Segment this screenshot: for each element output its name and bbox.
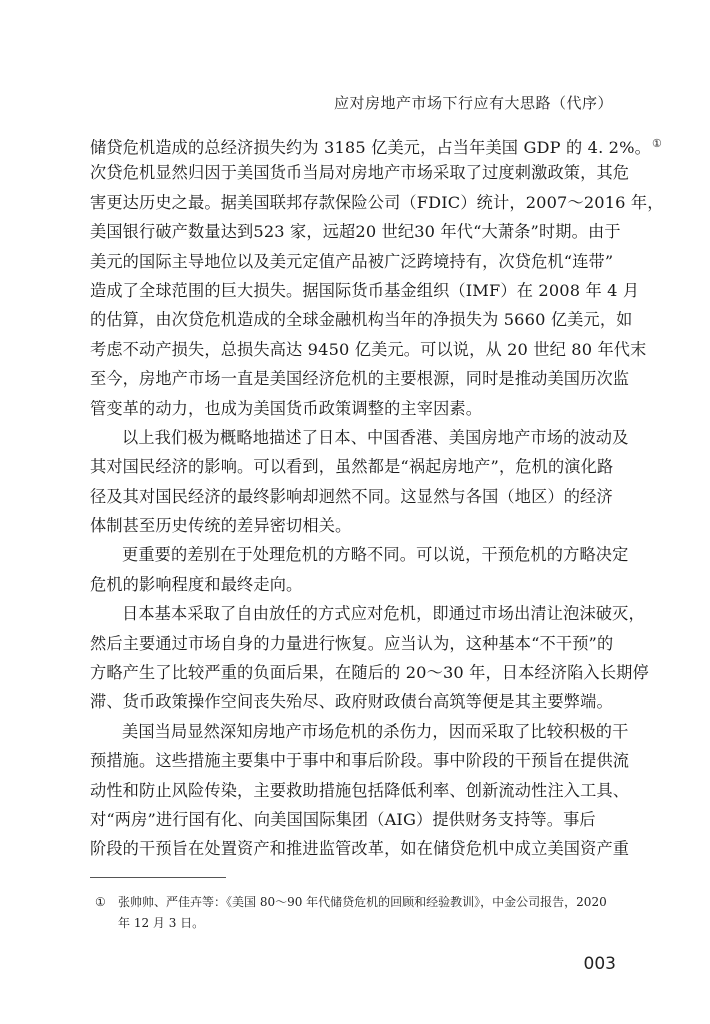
text-line: 至今，房地产市场一直是美国经济危机的主要根源，同时是推动美国历次监: [90, 369, 630, 389]
text-line: 危机的影响程度和最终走向。: [90, 574, 303, 594]
paragraph-first-line: 以上我们极为概略地描述了日本、中国香港、美国房地产市场的波动及: [122, 427, 629, 447]
text-line: 滞、货币政策操作空间丧失殆尽、政府财政债台高筑等便是其主要弊端。: [90, 692, 613, 712]
text-line: 径及其对国民经济的最终影响却迥然不同。这显然与各国（地区）的经济: [90, 486, 613, 506]
text-line: 的估算，由次贷危机造成的全球金融机构当年的净损失为 5660 亿美元，如: [90, 310, 633, 330]
running-header: 应对房地产市场下行应有大思路（代序）: [333, 94, 613, 112]
footnote-reference[interactable]: ①: [651, 137, 662, 150]
footnote-line: 年 12 月 3 日。: [118, 916, 205, 930]
text-line: 阶段的干预旨在处置资产和推进监管改革，如在储贷危机中成立美国资产重: [90, 839, 630, 859]
text-line: 美元的国际主导地位以及美元定值产品被广泛跨境持有，次贷危机“连带”: [90, 251, 614, 271]
paragraph-first-line: 更重要的差别在于处理危机的方略不同。可以说，干预危机的方略决定: [122, 545, 629, 565]
text-line: 方略产生了比较严重的负面后果，在随后的 20～30 年，日本经济陷入长期停: [90, 663, 649, 683]
page-number: 003: [583, 954, 616, 974]
footnote-line: [95, 892, 618, 913]
text-line-content: 储贷危机造成的总经济损失约为 3185 亿美元，占当年美国 GDP 的 4. 2%。: [90, 138, 651, 157]
text-line: 害更达历史之最。据美国联邦存款保险公司（FDIC）统计，2007～2016 年，: [90, 192, 664, 212]
paragraph-first-line: 日本基本采取了自由放任的方式应对危机，即通过市场出清让泡沫破灭，: [122, 604, 645, 624]
paragraph-first-line: 美国当局显然深知房地产市场危机的杀伤力，因而采取了比较积极的干: [122, 721, 629, 741]
body-text: [90, 129, 664, 864]
text-line: 管变革的动力，也成为美国货币政策调整的主宰因素。: [90, 398, 483, 418]
text-line: 预措施。这些措施主要集中于事中和事后阶段。事中阶段的干预旨在提供流: [90, 751, 630, 771]
footnote-text: 张帅帅、严佳卉等：《美国 80～90 年代储贷危机的回顾和经验教训》，中金公司报告，2020: [118, 895, 607, 909]
text-line: 对“两房”进行国有化、向美国国际集团（AIG）提供财务支持等。事后: [90, 809, 596, 829]
text-line: 造成了全球范围的巨大损失。据国际货币基金组织（IMF）在 2008 年 4 月: [90, 280, 640, 300]
text-line: 考虑不动产损失，总损失高达 9450 亿美元。可以说，从 20 世纪 80 年代末: [90, 339, 647, 359]
text-line: [90, 129, 662, 158]
footnote-divider: [90, 877, 226, 878]
text-line: 其对国民经济的影响。可以看到，虽然都是“祸起房地产”，危机的演化路: [90, 457, 614, 477]
text-line: 体制甚至历史传统的差异密切相关。: [90, 516, 352, 536]
footnote: [95, 892, 618, 934]
text-line: 然后主要通过市场自身的力量进行恢复。应当认为，这种基本“不干预”的: [90, 633, 614, 653]
text-line: 次贷危机显然归因于美国货币当局对房地产市场采取了过度刺激政策，其危: [90, 163, 630, 183]
footnote-number: ①: [95, 895, 106, 909]
text-line: 动性和防止风险传染，主要救助措施包括降低利率、创新流动性注入工具、: [90, 780, 630, 800]
text-line: 美国银行破产数量达到523 家，远超20 世纪30 年代“大萧条”时期。由于: [90, 222, 621, 242]
